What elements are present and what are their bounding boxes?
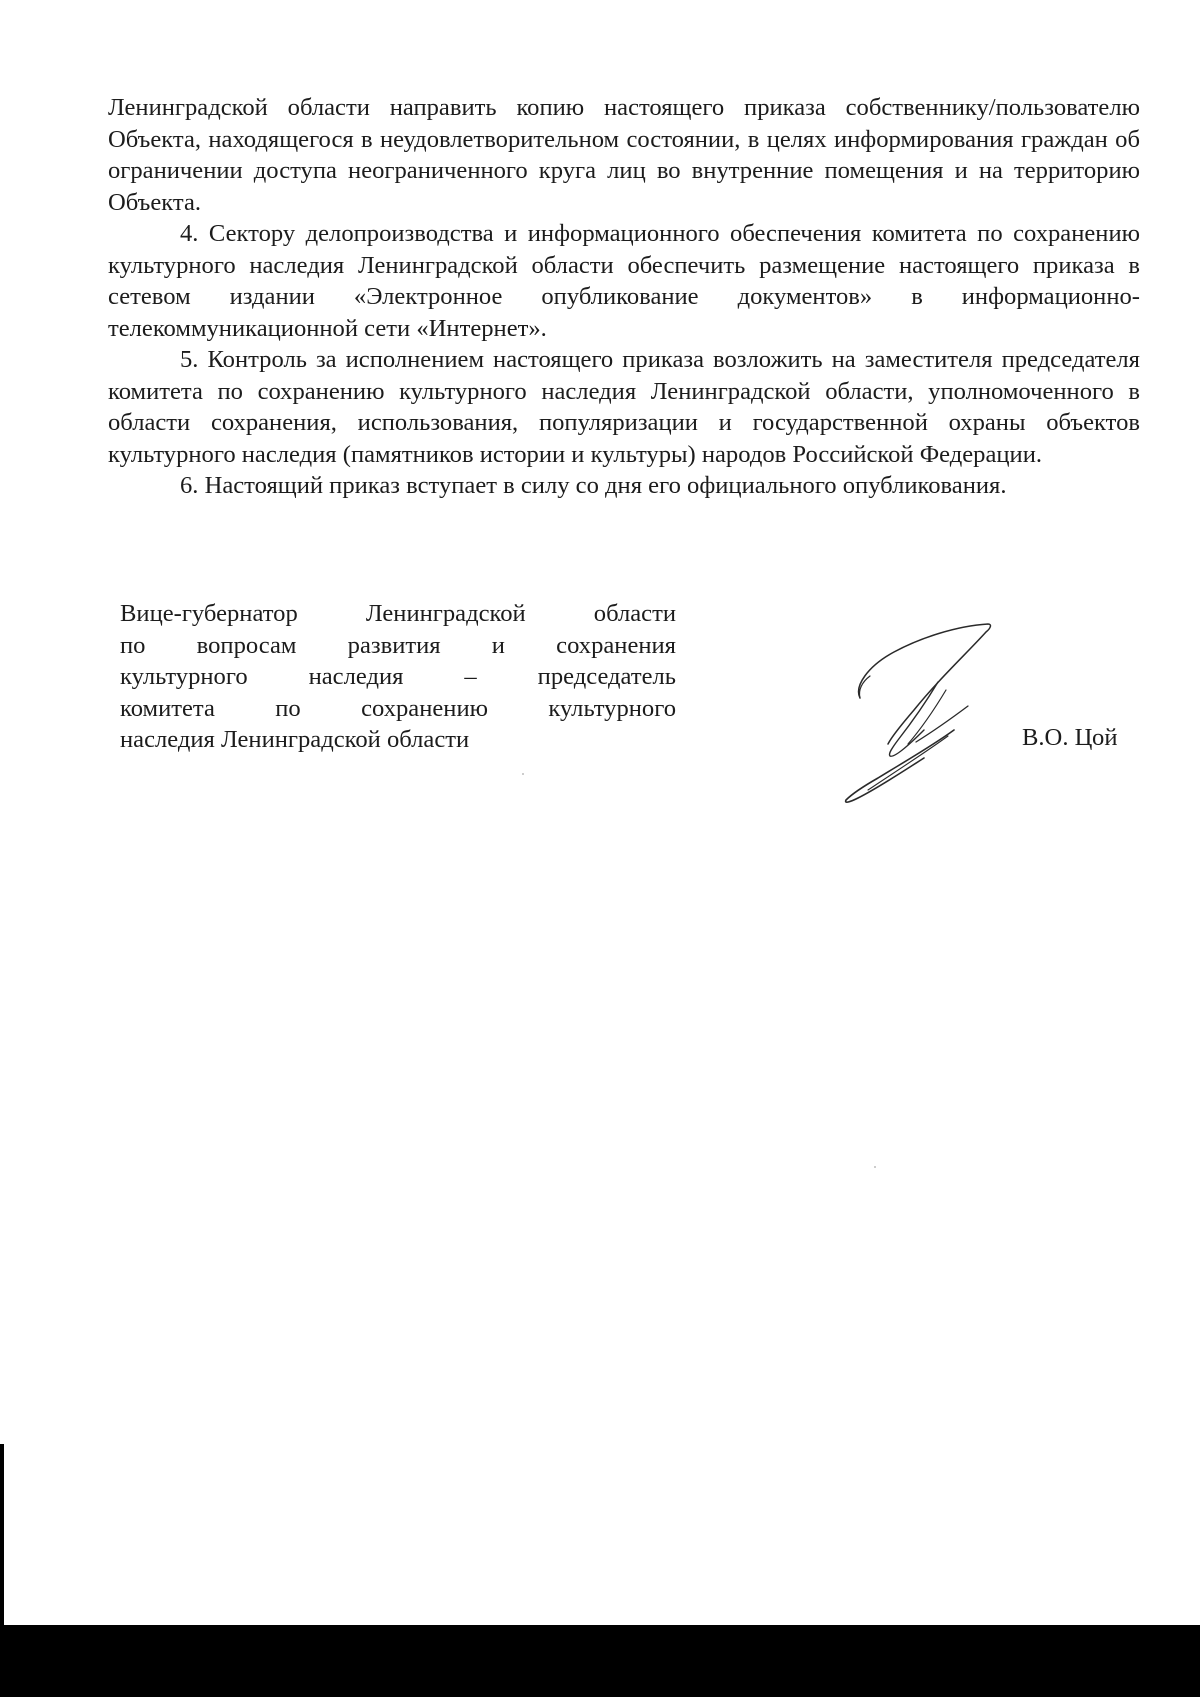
signatory-position	[120, 598, 676, 756]
scan-speck	[522, 773, 524, 775]
signatory-name: В.О. Цой	[1022, 724, 1118, 751]
signatory-position-line: наследия Ленинградской области	[120, 726, 470, 754]
scan-border-left	[0, 1444, 4, 1634]
handwritten-signature	[828, 618, 1000, 810]
signatory-position-line: культурного наследия – председатель	[120, 663, 676, 691]
document-body	[108, 92, 1140, 502]
paragraph-item-5: 5. Контроль за исполнением настоящего приказа возложить на заместителя председателя комитета по сохранению культурного наследия Ленинградской области, уполномоченного в области сохранения, использования, популяризации и государственной охраны объектов культурного наследия (памятников истории и культуры) народов Российской Федерации.	[108, 346, 1140, 468]
paragraph-continuation: Ленинградской области направить копию настоящего приказа собственнику/пользователю Объекта, находящегося в неудовлетворительном состоянии, в целях информирования граждан об ограничении доступа неограниченного круга лиц во внутренние помещения и на территорию Объекта.	[108, 94, 1140, 216]
scan-border-bottom	[0, 1625, 1200, 1697]
signatory-position-line: Вице-губернатор Ленинградской области	[120, 600, 676, 627]
paragraph-item-6: 6. Настоящий приказ вступает в силу со дня его официального опубликования.	[180, 472, 1007, 499]
signatory-position-line: комитета по сохранению культурного	[120, 694, 676, 722]
paragraph-item-4: 4. Сектору делопроизводства и информационного обеспечения комитета по сохранению культурного наследия Ленинградской области обеспечить размещение настоящего приказа в сетевом издании «Электронное опубликование документов» в информационно-телекоммуникационной сети «Интернет».	[108, 220, 1140, 342]
scan-speck	[874, 1166, 876, 1168]
signatory-position-line: по вопросам развития и сохранения	[120, 631, 676, 659]
